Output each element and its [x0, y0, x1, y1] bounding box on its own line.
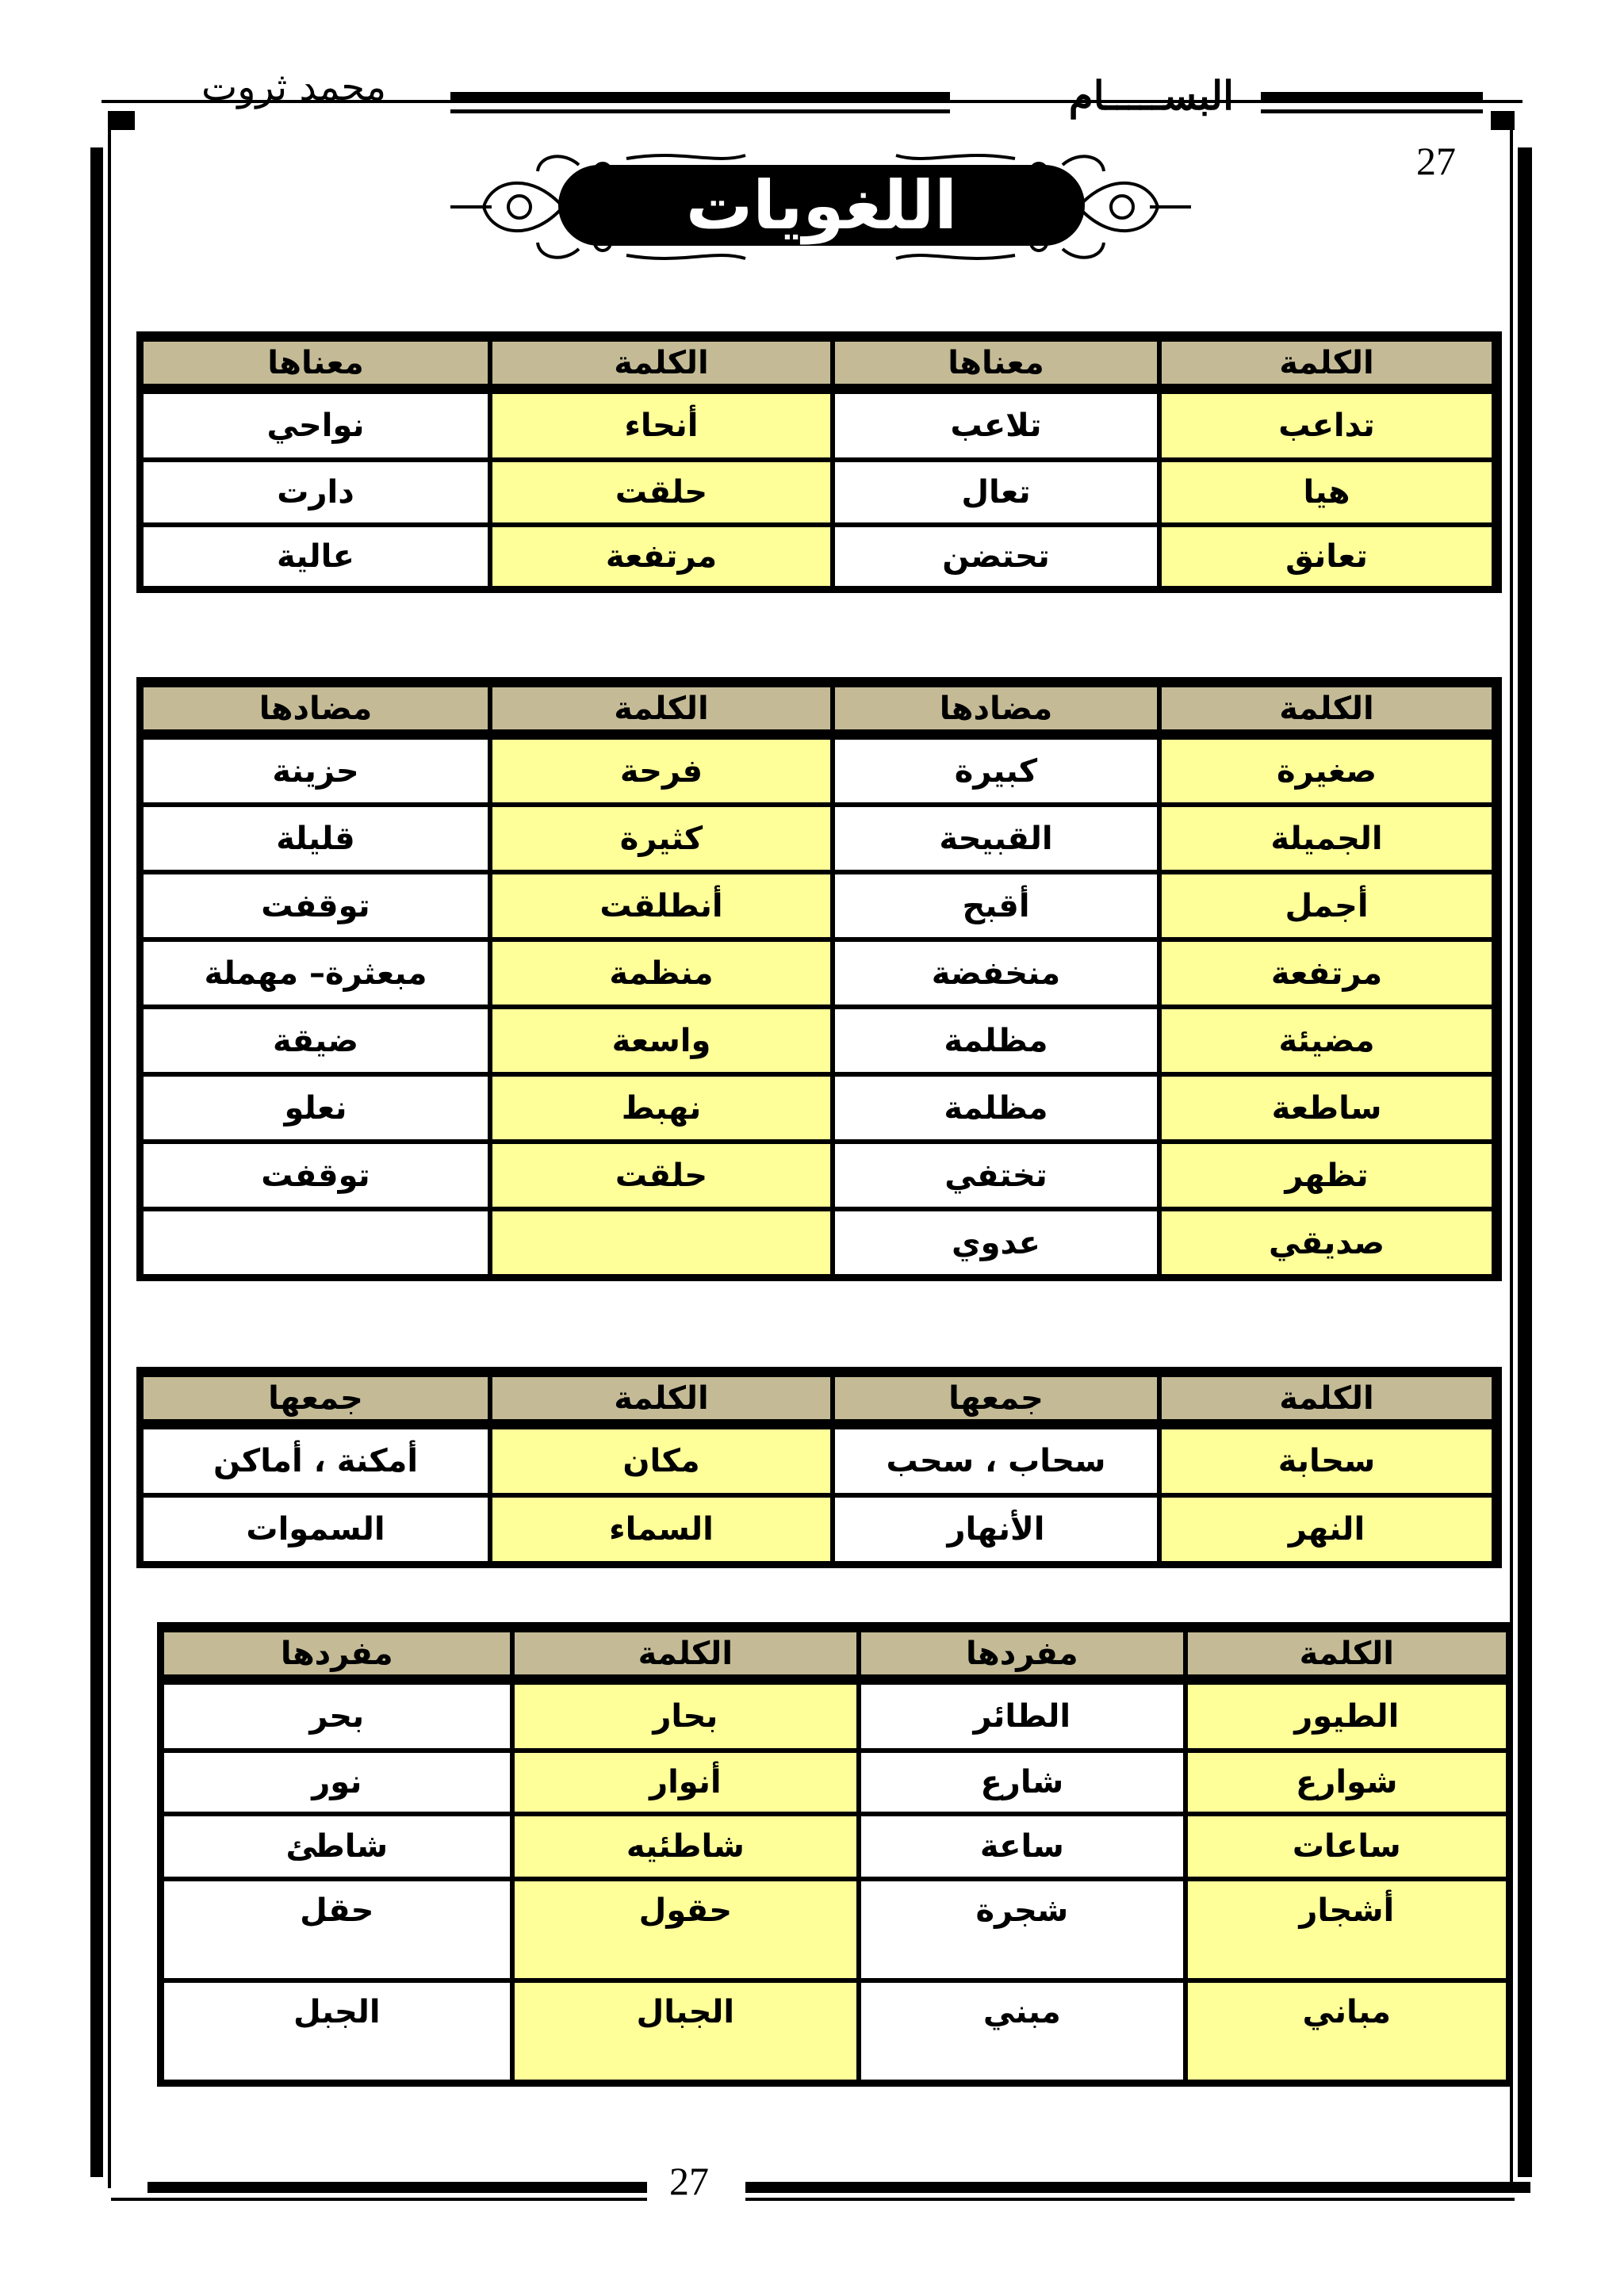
meanings-table [136, 331, 1502, 593]
word-cell: أجمل [1159, 872, 1494, 939]
table-header: معناها [141, 339, 490, 392]
table-row [162, 1980, 1508, 2082]
table-header: جمعها [833, 1375, 1159, 1427]
frame-left-thin [108, 111, 111, 2188]
word-cell: النهر [1159, 1495, 1494, 1563]
opposite-cell: مظلمة [833, 1074, 1159, 1142]
opposite-cell: مظلمة [833, 1007, 1159, 1074]
table-row [141, 525, 1494, 588]
table-header: جمعها [141, 1375, 490, 1427]
plural-cell: الأنهار [833, 1495, 1159, 1563]
word-cell: ساعات [1185, 1814, 1508, 1879]
meaning-cell: عالية [141, 525, 490, 588]
frame-left-thick [90, 147, 103, 2177]
word-cell: الجبال [512, 1980, 860, 2082]
table-header-row [141, 685, 1494, 737]
frame-bottom-left-thin [111, 2198, 647, 2201]
opposite-cell: توقفت [141, 1142, 490, 1209]
meaning-cell: تلاعب [833, 392, 1159, 460]
word-cell: فرحة [490, 737, 833, 805]
word-cell: مكان [490, 1427, 833, 1495]
page-number-top: 27 [1416, 139, 1456, 183]
table-row [162, 1682, 1508, 1751]
word-cell: سحابة [1159, 1427, 1494, 1495]
singular-cell: شجرة [859, 1879, 1185, 1980]
word-cell: مباني [1185, 1980, 1508, 2082]
plural-cell: سحاب ، سحب [833, 1427, 1159, 1495]
word-cell [490, 1209, 833, 1276]
word-cell: شاطئيه [512, 1814, 860, 1879]
singular-cell: مبني [859, 1980, 1185, 2082]
singular-cell: نور [162, 1751, 512, 1814]
table-row [141, 805, 1494, 872]
word-cell: صديقي [1159, 1209, 1494, 1276]
table-row [141, 1427, 1494, 1495]
word-cell: حلقت [490, 1142, 833, 1209]
meaning-cell: تعال [833, 460, 1159, 525]
table-header: الكلمة [1159, 685, 1494, 737]
plurals-table [136, 1367, 1502, 1568]
meaning-cell: تحتضن [833, 525, 1159, 588]
word-cell: حلقت [490, 460, 833, 525]
table-header: الكلمة [490, 339, 833, 392]
singular-cell: الجبل [162, 1980, 512, 2082]
table-header: مضادها [141, 685, 490, 737]
word-cell: هيا [1159, 460, 1494, 525]
word-cell: حقول [512, 1879, 860, 1980]
word-cell: صغيرة [1159, 737, 1494, 805]
singular-cell: شاطئ [162, 1814, 512, 1879]
header-bar-right-thin [1261, 109, 1483, 113]
table-row [162, 1814, 1508, 1879]
word-cell: أنحاء [490, 392, 833, 460]
table-row [141, 460, 1494, 525]
word-cell: الطيور [1185, 1682, 1508, 1751]
word-cell: أنطلقت [490, 872, 833, 939]
opposite-cell: قليلة [141, 805, 490, 872]
singulars-table [157, 1622, 1511, 2087]
header-bar-center [450, 92, 950, 103]
word-cell: الجميلة [1159, 805, 1494, 872]
word-cell: مرتفعة [1159, 939, 1494, 1007]
table-row [162, 1751, 1508, 1814]
opposite-cell: نعلو [141, 1074, 490, 1142]
table-header-row [162, 1630, 1508, 1682]
section-title: اللغويات [685, 166, 958, 244]
table-header: الكلمة [1159, 339, 1494, 392]
opposite-cell: تختفي [833, 1142, 1159, 1209]
opposite-cell: عدوي [833, 1209, 1159, 1276]
table-row [162, 1879, 1508, 1980]
singular-cell: شارع [859, 1751, 1185, 1814]
table-header: معناها [833, 339, 1159, 392]
opposite-cell: ضيقة [141, 1007, 490, 1074]
word-cell: السماء [490, 1495, 833, 1563]
plural-cell: أمكنة ، أماكن [141, 1427, 490, 1495]
word-cell: شوارع [1185, 1751, 1508, 1814]
table-header: مفردها [162, 1630, 512, 1682]
table-header: الكلمة [1185, 1630, 1508, 1682]
word-cell: تظهر [1159, 1142, 1494, 1209]
opposite-cell: حزينة [141, 737, 490, 805]
opposite-cell: أقبح [833, 872, 1159, 939]
frame-top-left-corner [111, 111, 135, 130]
word-cell: ساطعة [1159, 1074, 1494, 1142]
section-title-badge [558, 165, 1085, 246]
author-name: محمد ثروت [201, 65, 387, 109]
opposite-cell: توقفت [141, 872, 490, 939]
frame-right-thick [1518, 147, 1532, 2177]
header-bar-right [1261, 92, 1483, 103]
opposite-cell [141, 1209, 490, 1276]
word-cell: تعانق [1159, 525, 1494, 588]
table-row [141, 737, 1494, 805]
opposites-table [136, 677, 1502, 1281]
word-cell: بحار [512, 1682, 860, 1751]
table-row [141, 1495, 1494, 1563]
table-row [141, 1142, 1494, 1209]
word-cell: أنوار [512, 1751, 860, 1814]
table-header-row [141, 1375, 1494, 1427]
word-cell: مرتفعة [490, 525, 833, 588]
table-header: مفردها [859, 1630, 1185, 1682]
meaning-cell: دارت [141, 460, 490, 525]
word-cell: منظمة [490, 939, 833, 1007]
frame-bottom-right-bar [745, 2182, 1530, 2193]
page-number-bottom: 27 [669, 2159, 709, 2203]
word-cell: أشجار [1185, 1879, 1508, 1980]
singular-cell: ساعة [859, 1814, 1185, 1879]
singular-cell: حقل [162, 1879, 512, 1980]
table-row [141, 1074, 1494, 1142]
opposite-cell: منخفضة [833, 939, 1159, 1007]
plural-cell: السموات [141, 1495, 490, 1563]
table-row [141, 392, 1494, 460]
opposite-cell: كبيرة [833, 737, 1159, 805]
book-title: البســـــام [1068, 72, 1234, 119]
word-cell: مضيئة [1159, 1007, 1494, 1074]
frame-bottom-right-thin [745, 2198, 1515, 2201]
singular-cell: الطائر [859, 1682, 1185, 1751]
table-header-row [141, 339, 1494, 392]
table-header: الكلمة [512, 1630, 860, 1682]
table-row [141, 872, 1494, 939]
table-header: الكلمة [490, 1375, 833, 1427]
table-header: الكلمة [1159, 1375, 1494, 1427]
table-header: الكلمة [490, 685, 833, 737]
table-row [141, 1007, 1494, 1074]
singular-cell: بحر [162, 1682, 512, 1751]
word-cell: تداعب [1159, 392, 1494, 460]
word-cell: نهبط [490, 1074, 833, 1142]
word-cell: كثيرة [490, 805, 833, 872]
table-header: مضادها [833, 685, 1159, 737]
header-bar-center-thin [450, 109, 950, 113]
opposite-cell: القبيحة [833, 805, 1159, 872]
frame-bottom-left-bar [147, 2182, 647, 2193]
table-row [141, 939, 1494, 1007]
opposite-cell: مبعثرة– مهملة [141, 939, 490, 1007]
word-cell: واسعة [490, 1007, 833, 1074]
table-row [141, 1209, 1494, 1276]
meaning-cell: نواحي [141, 392, 490, 460]
